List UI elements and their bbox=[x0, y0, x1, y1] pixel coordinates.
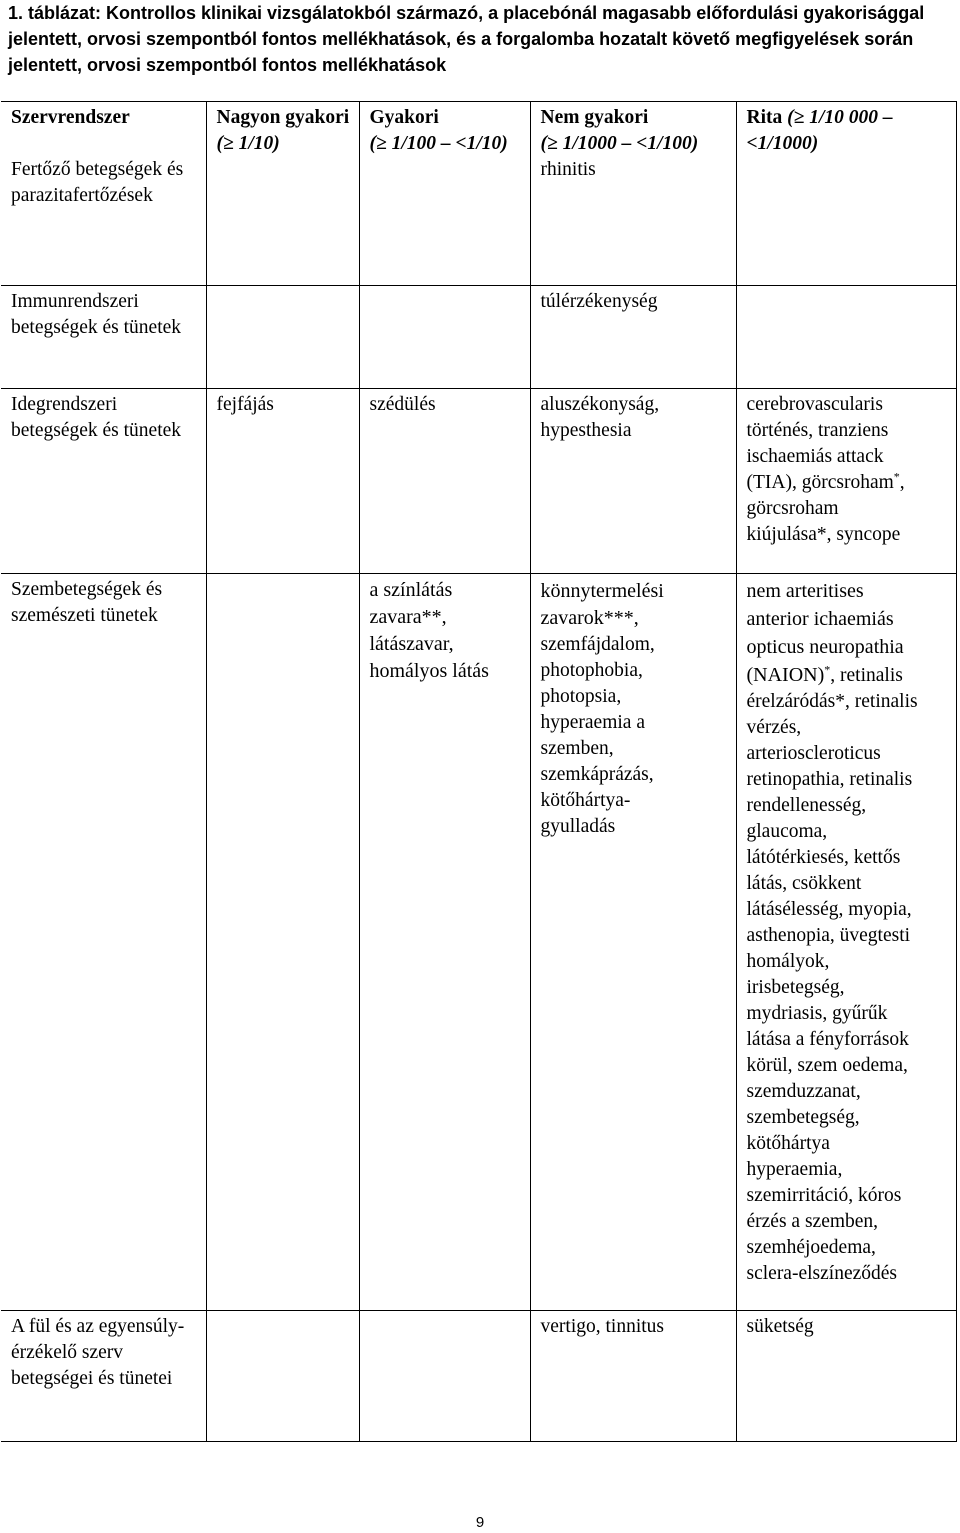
uncommon-cell bbox=[530, 389, 736, 574]
rare-line: sclera-elszíneződés bbox=[746, 1263, 897, 1284]
table-row bbox=[1, 286, 956, 389]
rare-cell bbox=[736, 102, 956, 286]
uncommon-line: hyperaemia a bbox=[540, 712, 645, 733]
organ-label: Idegrendszeri betegségek és tünetek bbox=[11, 394, 182, 441]
rare-cell bbox=[736, 286, 956, 389]
uncommon-cell bbox=[530, 1311, 736, 1442]
organ-label: Szembetegségek és szemészeti tünetek bbox=[11, 579, 163, 626]
uncommon-value: aluszékonyság, hypesthesia bbox=[540, 394, 660, 441]
organ-label: Fertőző betegségek és parazitafertőzések bbox=[11, 159, 184, 206]
organ-cell bbox=[1, 102, 206, 286]
organ-cell bbox=[1, 574, 206, 1311]
common-line: zavara**, bbox=[369, 606, 447, 628]
rare-line: hyperaemia, bbox=[746, 1159, 843, 1180]
uncommon-line: photophobia, bbox=[540, 660, 643, 681]
organ-cell bbox=[1, 1311, 206, 1442]
rare-line: történés, tranziens bbox=[746, 420, 889, 441]
very-common-value: fejfájás bbox=[216, 394, 274, 415]
rare-line: kötőhártya bbox=[746, 1133, 830, 1154]
table-caption: 1. táblázat: Kontrollos klinikai vizsgálatokból származó, a placebónál magasabb előfordulási gyakorisággal jelentett, orvosi szempontból fontos mellékhatások, és a forgalomba hozatalt követő megfigyelések során jelentett, orvosi szempontból fontos mellékhatások bbox=[8, 3, 925, 75]
rare-line: anterior ichaemiás bbox=[746, 608, 894, 630]
rare-line: irisbetegség, bbox=[746, 977, 845, 998]
very-common-cell bbox=[206, 286, 359, 389]
rare-line: ischaemiás attack bbox=[746, 446, 884, 467]
rare-line: szembetegség, bbox=[746, 1107, 860, 1128]
rare-line: cerebrovascularis bbox=[746, 394, 883, 415]
rare-line: (NAION)*, retinalis bbox=[746, 662, 903, 686]
common-cell bbox=[359, 102, 530, 286]
common-cell bbox=[359, 574, 530, 1311]
rare-line: (TIA), görcsroham*, bbox=[746, 469, 905, 493]
header-rare: Rita (≥ 1/10 000 – <1/1000) bbox=[746, 107, 893, 154]
page-number: 9 bbox=[475, 1514, 485, 1531]
rare-line: arterioscleroticus bbox=[746, 743, 881, 764]
uncommon-line: gyulladás bbox=[540, 816, 616, 837]
uncommon-cell bbox=[530, 286, 736, 389]
uncommon-line: photopsia, bbox=[540, 686, 622, 707]
uncommon-line: könnytermelési bbox=[540, 580, 664, 602]
common-value: szédülés bbox=[369, 394, 436, 415]
rare-line: glaucoma, bbox=[746, 821, 828, 842]
very-common-cell bbox=[206, 574, 359, 1311]
header-uncommon: Nem gyakori (≥ 1/1000 – <1/100) bbox=[540, 107, 699, 154]
uncommon-cell bbox=[530, 574, 736, 1311]
rare-line: látása a fényforrások bbox=[746, 1029, 909, 1050]
rare-line: körül, szem oedema, bbox=[746, 1055, 908, 1076]
rare-cell bbox=[736, 574, 956, 1311]
rare-line: látás, csökkent bbox=[746, 873, 862, 894]
rare-line: szemhéjoedema, bbox=[746, 1237, 876, 1258]
common-line: látászavar, bbox=[369, 633, 454, 655]
common-cell bbox=[359, 286, 530, 389]
table-row bbox=[1, 574, 956, 1311]
very-common-cell bbox=[206, 1311, 359, 1442]
uncommon-line: szemfájdalom, bbox=[540, 634, 655, 655]
rare-line: mydriasis, gyűrűk bbox=[746, 1003, 888, 1024]
very-common-cell bbox=[206, 389, 359, 574]
rare-value: süketség bbox=[746, 1316, 814, 1337]
rare-line: görcsroham bbox=[746, 498, 839, 519]
rare-cell bbox=[736, 389, 956, 574]
rare-line: látótérkiesés, kettős bbox=[746, 847, 901, 868]
rare-line: retinopathia, retinalis bbox=[746, 769, 913, 790]
table-row bbox=[1, 102, 956, 286]
common-cell bbox=[359, 389, 530, 574]
rare-line: rendellenesség, bbox=[746, 795, 867, 816]
rare-line: érelzáródás*, retinalis bbox=[746, 691, 918, 712]
rare-line: érzés a szemben, bbox=[746, 1211, 879, 1232]
uncommon-cell bbox=[530, 102, 736, 286]
uncommon-line: zavarok***, bbox=[540, 607, 639, 629]
rare-line: látásélesség, myopia, bbox=[746, 899, 912, 920]
rare-line: vérzés, bbox=[746, 717, 802, 738]
rare-line: homályok, bbox=[746, 951, 830, 972]
table-row bbox=[1, 1311, 956, 1442]
uncommon-line: szemben, bbox=[540, 738, 614, 759]
rare-cell bbox=[736, 1311, 956, 1442]
common-cell bbox=[359, 1311, 530, 1442]
rare-line: opticus neuropathia bbox=[746, 636, 904, 658]
header-organ: Szervrendszer bbox=[11, 107, 130, 128]
common-line: a színlátás bbox=[369, 579, 453, 601]
organ-cell bbox=[1, 389, 206, 574]
uncommon-line: kötőhártya- bbox=[540, 790, 631, 811]
organ-label: A fül és az egyensúly-érzékelő szerv betegségei és tünetei bbox=[11, 1316, 185, 1389]
very-common-cell bbox=[206, 102, 359, 286]
uncommon-value: rhinitis bbox=[540, 159, 596, 180]
rare-line: szemirritáció, kóros bbox=[746, 1185, 902, 1206]
uncommon-value: vertigo, tinnitus bbox=[540, 1316, 664, 1337]
rare-line: szemduzzanat, bbox=[746, 1081, 861, 1102]
uncommon-value: túlérzékenység bbox=[540, 291, 658, 312]
header-very-common: Nagyon gyakori (≥ 1/10) bbox=[216, 107, 350, 154]
organ-label: Immunrendszeri betegségek és tünetek bbox=[11, 291, 182, 338]
rare-line: asthenopia, üvegtesti bbox=[746, 925, 911, 946]
header-common: Gyakori (≥ 1/100 – <1/10) bbox=[369, 107, 508, 154]
common-line: homályos látás bbox=[369, 660, 489, 682]
rare-line: nem arteritises bbox=[746, 580, 864, 602]
table-row bbox=[1, 389, 956, 574]
rare-line: kiújulása*, syncope bbox=[746, 524, 901, 545]
uncommon-line: szemkáprázás, bbox=[540, 764, 654, 785]
adverse-reactions-table bbox=[1, 101, 957, 1442]
organ-cell bbox=[1, 286, 206, 389]
